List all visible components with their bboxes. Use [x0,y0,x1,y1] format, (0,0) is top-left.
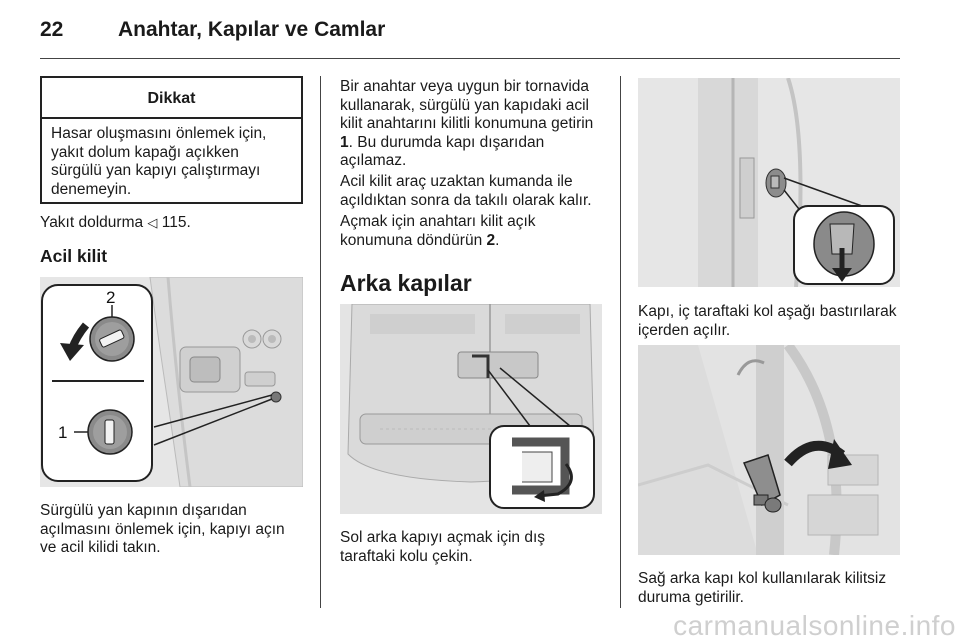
fuel-ref-page: 115. [161,214,191,231]
notice-line: yakıt dolum kapağı açıkken [51,143,239,161]
para-line: Açmak için anahtarı kilit açık [340,213,536,230]
para-line: açıldıktan sonra da takılı olarak kalır. [340,191,592,209]
para-line [340,134,615,153]
para-line-post: . [495,231,500,249]
para-line [340,232,615,251]
caption-line: açılmasını önlemek için, kapıyı açın [40,520,285,538]
header-divider [40,58,900,59]
caption-line: Sağ arka kapı kol kullanılarak kilitsiz [638,570,887,587]
heading-rear-doors: Arka kapılar [340,270,472,296]
notice-box [40,76,303,204]
column-divider-2 [620,76,621,608]
figure-label-1: 1 [58,423,68,442]
caption-line: taraftaki kolu çekin. [340,547,473,565]
rear-door-illustration [340,304,602,514]
para-line: Acil kilit araç uzaktan kumanda ile [340,173,573,190]
page-header [40,14,900,58]
lock-instructions-para3 [340,213,615,250]
notice-title: Dikkat [42,78,301,119]
inside-handle-caption [638,303,906,340]
notice-body [42,119,301,199]
para-line: kullanarak, sürgülü yan kapıdaki acil [340,96,589,114]
fuel-ref-text: Yakıt doldurma [40,214,144,231]
lock-instructions-para2 [340,173,615,210]
page-title: Anahtar, Kapılar ve Camlar [118,18,386,41]
watermark: carmanualsonline.info [673,610,956,641]
bold-number-2: 2 [486,231,496,249]
caption-line: içerden açılır. [638,321,731,339]
heading-emergency-lock: Acil kilit [40,246,108,266]
column-divider-1 [320,76,321,608]
caption-line: Sürgülü yan kapının dışarıdan [40,502,247,519]
inside-handle-illustration [638,78,900,287]
para-line: açılamaz. [340,152,407,169]
figure-label-2: 2 [106,288,116,307]
figure-emergency-lock [40,277,303,487]
caption-line: duruma getirilir. [638,588,744,606]
caption-line: ve acil kilidi takın. [40,539,161,556]
para-line: kilit anahtarını kilitli konumuna getirin [340,115,594,132]
right-door-caption [638,570,906,607]
page-ref-arrow-icon: ◁ [147,215,158,230]
caption-line: Kapı, iç taraftaki kol aşağı bastırılarak [638,303,897,320]
caption-line: Sol arka kapıyı açmak için dış [340,529,546,546]
figure-inside-handle [638,78,900,287]
fuel-reference [40,214,191,233]
figure-rear-door-outside-handle [340,304,602,514]
right-door-unlock-illustration [638,345,900,555]
page-number: 22 [40,18,64,41]
lock-instructions-para1 [340,78,615,171]
emergency-lock-illustration [40,277,303,487]
emergency-lock-caption [40,502,310,558]
notice-line: sürgülü yan kapıyı çalıştırmayı [51,162,261,179]
para-line-rest: . Bu durumda kapı dışarıdan [348,133,545,151]
bold-number-1: 1 [340,133,349,151]
notice-line: Hasar oluşmasını önlemek için, [51,125,267,142]
para-line-pre: konumuna döndürün [340,231,487,249]
para-line: Bir anahtar veya uygun bir tornavida [340,78,590,95]
figure-right-door-unlock [638,345,900,555]
rear-door-caption [340,529,615,566]
notice-line: denemeyin. [51,180,132,198]
